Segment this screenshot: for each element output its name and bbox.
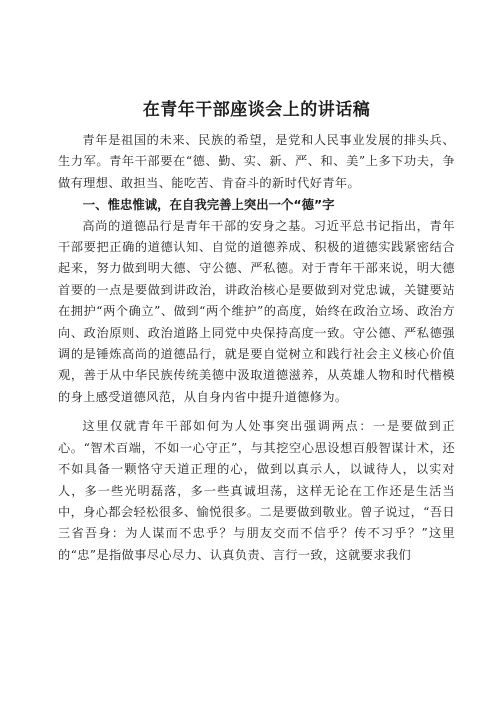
section-heading: 一、惟忠惟诚，在自我完善上突出一个“德”字 xyxy=(82,197,335,213)
body-paragraph-2: 这里仅就青年干部如何为人处事突出强调两点：一是要做到正心。“智术百端，不如一心守正”，与其挖空心思设想百般智谋计术，还不如具备一颗恪守天道正理的心，做到以真示人，以诚待人，以实对人，多一些光明磊落，多一些真诚坦荡，这样无论在工作还是生活当中，身心都会轻松很多、愉悦很多。二是要做到敬业。曾子说过，“吾日三省吾身：为人谋而不忠乎？与朋友交而不信乎？传不习乎？”这里的“忠”是指做事尽心尽力、认真负责、言行一致，这就要求我们 xyxy=(58,419,455,562)
paragraph-gap xyxy=(58,408,455,416)
document-title: 在青年干部座谈会上的讲话稿 xyxy=(142,100,371,120)
body-paragraph-1: 高尚的道德品行是青年干部的安身之基。习近平总书记指出，青年干部要把正确的道德认知、自觉的道德养成、积极的道德实践紧密结合起来，努力做到明大德、守公德、严私德。对于青年干部来说，明大德首要的一点是要做到讲政治，讲政治核心是要做到对党忠诚，关键要站在拥护“两个确立”、做到“两个维护”的高度，始终在政治立场、政治方向、政治原则、政治道路上同党中央保持高度一致。守公德、严私德强调的是锤炼高尚的道德品行，就是要自觉树立和践行社会主义核心价值观，善于从中华民族传统美德中汲取道德滋养，从英雄人物和时代楷模的身上感受道德风范，从自身内省中提升道德修为。 xyxy=(58,218,455,404)
intro-paragraph: 青年是祖国的未来、民族的希望，是党和人民事业发展的排头兵、生力军。青年干部要在“德、勤、实、新、严、和、美”上多下功夫，争做有理想、敢担当、能吃苦、肯奋斗的新时代好青年。 xyxy=(58,133,455,190)
